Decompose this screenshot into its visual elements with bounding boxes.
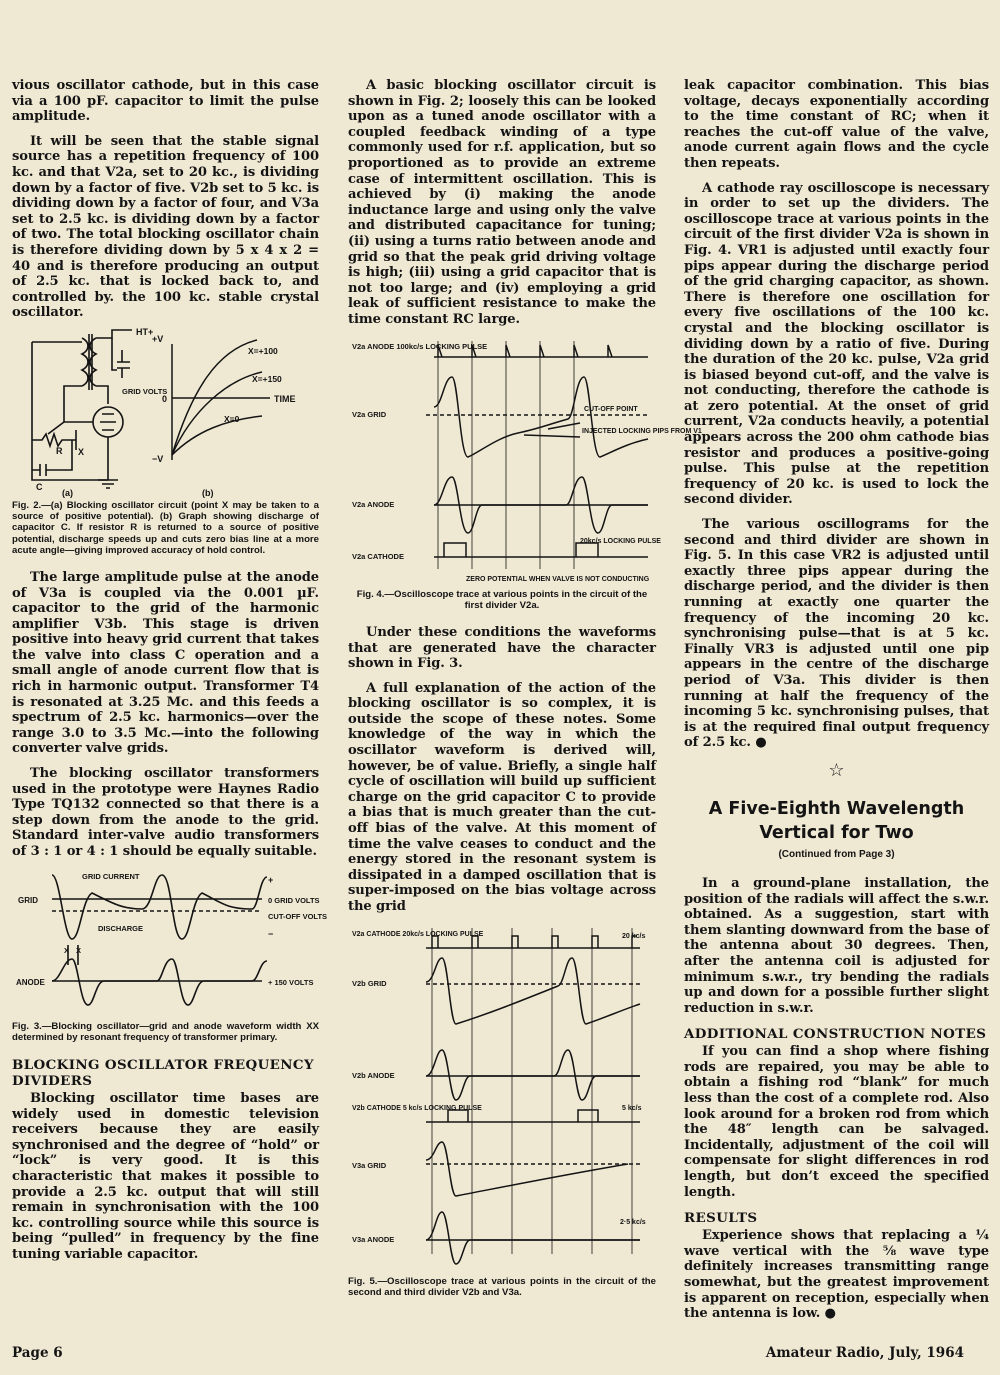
figure-3-caption: Fig. 3.—Blocking oscillator—grid and anode waveform width XX determined by resonant frequency of transformer primary. (12, 1020, 319, 1043)
injected-pips-label: INJECTED LOCKING PIPS FROM V1 (582, 427, 702, 435)
plus-v-label: +V (152, 333, 164, 344)
figure-2-caption: Fig. 2.—(a) Blocking oscillator circuit (point X may be taken to a source of positive potential). (b) Graph showing discharge of capacitor C. If resistor R is returned to a source of positive potential, discharge speeds up and cuts zero bias line at a more acute angle—giving improved accuracy of hold control. (12, 499, 319, 556)
v2a-cathode-lock-label: V2a CATHODE 20kc/s LOCKING PULSE (352, 930, 484, 938)
paragraph: A basic blocking oscillator circuit is shown in Fig. 2; loosely this can be looked upon as a tuned anode oscillator with a coupled feedback winding of a type commonly used for r.f. application, but so proportioned as to provide an extreme case of intermittent oscillation. This is achieved by (i) making the anode inductance large and using only the valve and distributed capacitance for tuning; (ii) using a turns ratio between anode and grid so that the peak grid driving voltage is high; (iii) using a grid capacitor that is not too large; and (iv) employing a grid leak of sufficient resistance to make the time constant RC large. (348, 78, 656, 327)
r-label: R (56, 445, 63, 456)
paragraph: In a ground-plane installation, the position of the radials will affect the s.w.r. obtained. As a suggestion, start with them slanting downward from the base of the antenna about 30 degrees. Then, after the antenna coil is adjusted for minimum s.w.r., try bending the radials up and down for a possible further slight reduction in s.w.r. (684, 875, 989, 1016)
end-mark-icon: ● (824, 1306, 836, 1322)
continued-note: (Continued from Page 3) (778, 848, 895, 860)
column-1 (12, 78, 328, 1272)
article-title: A Five-Eighth Wavelength Vertical for Two (708, 798, 965, 843)
grid-volts-label: GRID VOLTS (122, 386, 168, 396)
figure-2 (12, 326, 312, 498)
paragraph: A cathode ray oscilloscope is necessary in order to set up the dividers. The oscilloscope trace at various points in the circuit of the first divider V2a is shown in Fig. 4. VR1 is adjusted until exactly four pips appear during the discharge period of the grid charging capacitor, as shown. There is therefore one oscillation for every five oscillations of the 100 kc. crystal and the blocking oscillator is dividing down by a ratio of five. During the duration of the 20 kc. pulse, V2a grid is biased beyond cut-off, and the valve is not conducting, therefore the cathode is at zero potential. At the onset of grid current, V2a conducts heavily, a potential appears across the 200 ohm cathode bias resistor and produces a positive-going pulse. This pulse at the repetition frequency of 20 kc. is used to lock the second divider. (684, 180, 989, 508)
x-marker-1: X (64, 945, 70, 955)
lock-20kcs-label: 20kc/s LOCKING PULSE (580, 537, 661, 545)
paragraph-text: The various oscillograms for the second and third divider are shown in Fig. 5. In this case VR2 is adjusted until exactly three pips appear during the discharge period, and the divider is then running at exactly one quarter the frequency of the incoming 20 kc. synchronising pulse—that is at 5 kc. Finally VR3 is adjusted until one pip appears in the centre of the discharge period of V3a. This divider is then running at half the frequency of the incoming 5 kc. synchronising pulses, that is at the required final output frequency of 2.5 kc. (684, 517, 989, 751)
page-number: Page 6 (12, 1345, 63, 1361)
minus-label: − (268, 928, 274, 939)
v3a-anode-label: V3a ANODE (352, 1234, 395, 1244)
column-2 (348, 78, 702, 1312)
zero-potential-label: ZERO POTENTIAL WHEN VALVE IS NOT CONDUCTING (466, 575, 650, 583)
figure-3 (12, 869, 328, 1019)
plus-label: + (268, 874, 274, 885)
v2b-anode-label: V2b ANODE (352, 1070, 395, 1080)
sub-b-label: (b) (202, 487, 214, 498)
v2a-anode-lock-label: V2a ANODE 100kc/s LOCKING PULSE (352, 341, 488, 351)
rate-2-5kcs-label: 2·5 kc/s (620, 1218, 646, 1226)
paragraph: A full explanation of the action of the blocking oscillator is so complex, it is outside the scope of these notes. Some knowledge of the way in which the oscillator waveform is derived will, however, be of value. Briefly, a single half cycle of oscillation will build up sufficient charge on the grid capacitor C to provide a bias that is much greater than the cut-off bias of the valve. At this moment of time the valve ceases to conduct and the energy stored in the resonant system is dissipated in a damped oscillation that is super-imposed on the bias voltage across the grid (348, 680, 656, 914)
star-icon: ☆ (828, 759, 845, 781)
column-3 (684, 78, 989, 1331)
v3a-grid-label: V3a GRID (352, 1160, 387, 1170)
sub-a-label: (a) (62, 487, 73, 498)
paragraph-text: Experience shows that replacing a ¼ wave vertical with the ⅝ wave type definitely increases transmitting range somewhat, but the greatest improvement is apparent on reception, especially when the antenna is low. (684, 1228, 989, 1322)
x150-label: X=+150 (252, 373, 282, 384)
paragraph: The blocking oscillator transformers used in the prototype were Haynes Radio Type TQ132 connected so that there is a step down from the anode to the grid. Standard inter-valve audio transformers of 3 : 1 or 4 : 1 should be equally suitable. (12, 766, 319, 860)
x-label: X (78, 446, 85, 457)
x100-label: X=+100 (248, 345, 278, 356)
end-mark-icon: ● (755, 735, 767, 751)
figure-5-caption: Fig. 5.—Oscilloscope trace at various points in the circuit of the second and third divider V2b and V3a. (348, 1275, 656, 1298)
paragraph: It will be seen that the stable signal source has a repetition frequency of 100 kc. and that V2a, set to 20 kc., is dividing down by a factor of five. V2b set to 5 kc. is dividing down by a factor of four, and V3a set to 2.5 kc. is dividing down by a factor of two. The total blocking oscillator chain is therefore dividing down by 5 x 4 x 2 = 40 and is therefore producing an output of 2.5 kc. that is locked back to, and controlled by. the 100 kc. stable crystal oscillator. (12, 133, 319, 321)
zero-grid-volts-label: 0 GRID VOLTS (268, 895, 320, 905)
section-heading: RESULTS (684, 1210, 758, 1227)
figure-5 (348, 924, 656, 1274)
section-heading: BLOCKING OSCILLATOR FREQUENCY DIVIDERS (12, 1057, 314, 1090)
paragraph: If you can find a shop where fishing rods are repaired, you may be able to obtain a fishing rod “blank” for much less than the cost of a complete rod. Also look around for a broken rod from which the 48″ length can be salvaged. Incidentally, adjustment of the coil will compensate for slight differences in rod length, but don’t exceed the specified length. (684, 1044, 989, 1200)
paragraph (684, 517, 989, 751)
cutoff-volts-label: CUT-OFF VOLTS (268, 911, 328, 921)
discharge-label: DISCHARGE (98, 923, 144, 933)
paragraph (684, 1228, 989, 1322)
paragraph: Under these conditions the waveforms that are generated have the character shown in Fig. 3. (348, 624, 656, 672)
figure-4-caption: Fig. 4.—Oscilloscope trace at various points in the circuit of the first divider V2a. (356, 588, 648, 611)
publication-line: Amateur Radio, July, 1964 (765, 1345, 964, 1361)
x-marker-2: X (76, 945, 82, 955)
ht-label: HT+ (136, 326, 154, 337)
v2a-anode-label: V2a ANODE (352, 499, 395, 509)
v2a-cathode-label: V2a CATHODE (352, 551, 404, 561)
section-heading: ADDITIONAL CONSTRUCTION NOTES (684, 1026, 987, 1043)
paragraph: Blocking oscillator time bases are widely used in domestic television receivers because they are easily synchronised and the degree of “hold” or “lock” is very good. It is this characteristic that makes it possible to provide a 2.5 kc. output that will still remain in synchronisation with the 100 kc. controlling source while this source is being “pulled” in frequency by the fine tuning variable capacitor. (12, 1091, 319, 1262)
minus-v-label: −V (152, 453, 164, 464)
v2b-grid-label: V2b GRID (352, 978, 387, 988)
v150-label: + 150 VOLTS (268, 977, 314, 987)
zero-label: 0 (162, 393, 168, 404)
paragraph: vious oscillator cathode, but in this case via a 100 pF. capacitor to limit the pulse amplitude. (12, 78, 319, 125)
v2a-grid-label: V2a GRID (352, 409, 387, 419)
article-title-block (684, 797, 989, 860)
grid-current-label: GRID CURRENT (82, 871, 140, 881)
figure-4 (348, 337, 702, 587)
rate-5kcs-label: 5 kc/s (622, 1104, 642, 1112)
time-label: TIME (274, 393, 296, 404)
paragraph: The large amplitude pulse at the anode of V3a is coupled via the 0.001 µF. capacitor to the grid of the harmonic amplifier V3b. This stage is driven positive into heavy grid current that takes the valve into class C operation and a small angle of anode current flow that is rich in harmonic output. Transformer T4 is resonated at 3.25 Mc. and this feeds a spectrum of 2.5 kc. harmonics—over the range 3.0 to 3.5 Mc.—into the following converter valve grids. (12, 569, 319, 757)
anode-label: ANODE (16, 977, 45, 987)
cutoff-point-label: CUT-OFF POINT (584, 405, 638, 413)
c-label: C (36, 481, 43, 492)
grid-label: GRID (18, 895, 38, 905)
paragraph: leak capacitor combination. This bias voltage, decays exponentially according to the time constant of RC; when it reaches the cut-off value of the valve, anode current again flows and the cycle then repeats. (684, 78, 989, 171)
v2b-cathode-lock-label: V2b CATHODE 5 kc/s LOCKING PULSE (352, 1104, 482, 1112)
x0-label: X=0 (224, 413, 240, 424)
rate-20kcs-label: 20 kc/s (622, 932, 646, 940)
